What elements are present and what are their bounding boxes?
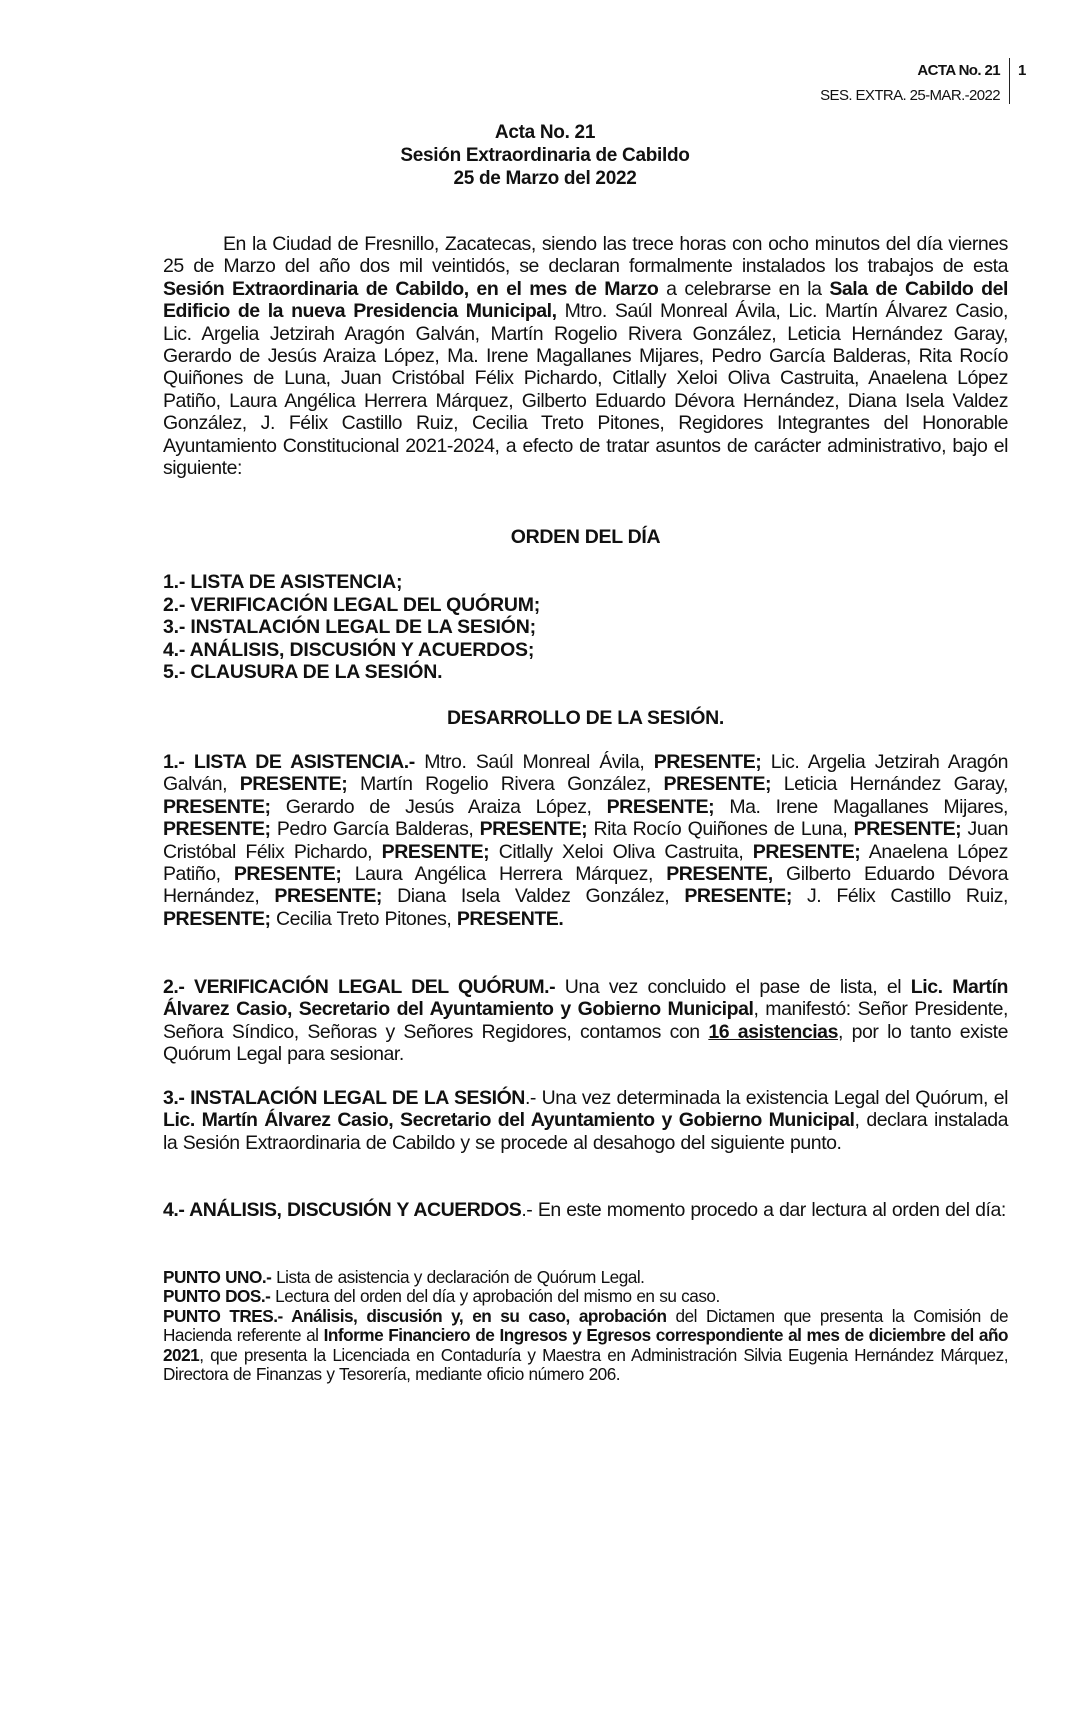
text: Rita Rocío Quiñones de Luna, [587,818,854,841]
bold-text: Lic. Martín Álvarez Casio, Secretario del Ayuntamiento y Gobierno Municipal [163,1109,855,1132]
text: En la Ciudad de Fresnillo, Zacatecas, siendo las trece horas con ocho minutos del día viernes 25 de Marzo del año dos mil veintidós, se declaran formalmente instalados los trabajos de esta [163,233,1008,278]
text: Mtro. Saúl Monreal Ávila, [414,751,654,773]
text: , que presenta la Licenciada en Contaduría y Maestra en Administración Silvia Eugenia Hernández Márquez, Directora de Finanzas y Tesorería, mediante oficio número 206. [163,1344,1008,1385]
text: Pedro García Balderas, [270,818,480,841]
orden-heading: ORDEN DEL DÍA [510,526,661,548]
text: Una vez concluido el pase de lista, el [555,976,911,998]
bold-text: PRESENTE; [163,818,271,841]
text: Lista de asistencia y declaración de Quórum Legal. [271,1267,645,1287]
intro-paragraph [163,233,1008,479]
bold-text: PRESENTE. [456,907,564,930]
bold-text: 1.- LISTA DE ASISTENCIA.- [163,751,415,773]
bold-text: PRESENTE; [752,840,861,863]
punto3-paragraph [163,1087,1008,1154]
bold-text: PRESENTE; [653,751,762,773]
bold-text: PRESENTE; [663,773,772,796]
bold-text: PRESENTE; [479,818,588,841]
puntos-orden [163,1268,1008,1384]
bold-text: 2.- VERIFICACIÓN LEGAL DEL QUÓRUM.- [163,976,556,998]
punto4-paragraph [163,1199,1008,1221]
bold-text: PRESENTE; [163,907,271,930]
bold-text: PUNTO TRES.- Análisis, discusión y, en su caso, aprobación [163,1305,667,1326]
text: J. Félix Castillo Ruiz, [791,885,1009,908]
punto-dos [163,1287,1008,1306]
text: .- En este momento procedo a dar lectura al orden del día: [521,1199,1006,1221]
text: Diana Isela Valdez González, [381,885,685,908]
text: Gilberto Eduardo Dévora Hernández, [163,863,1008,908]
text: del Dictamen que presenta la Comisión de Hacienda referente al [163,1305,1008,1346]
bold-text: PRESENTE; [606,795,715,818]
orden-item: 2.- VERIFICACIÓN LEGAL DEL QUÓRUM; [163,593,541,616]
punto-uno [163,1268,1008,1287]
bold-text: PRESENTE; [853,818,962,841]
text: , manifestó: Señor Presidente, Señora Síndico, Señoras y Señores Regidores, contamos con [163,998,1008,1043]
orden-item: 3.- INSTALACIÓN LEGAL DE LA SESIÓN; [163,616,536,638]
page-number: 1 [1018,62,1027,79]
bold-text: 3.- INSTALACIÓN LEGAL DE LA SESIÓN [163,1087,525,1109]
bold-text: PRESENTE; [381,840,490,863]
text: , por lo tanto existe Quórum Legal para sesionar. [163,1020,1009,1066]
bold-text: PRESENTE; [684,885,792,908]
orden-item: 1.- LISTA DE ASISTENCIA; [163,571,403,593]
orden-item: 4.- ANÁLISIS, DISCUSIÓN Y ACUERDOS; [163,638,535,661]
desarrollo-heading: DESARROLLO DE LA SESIÓN. [446,707,725,729]
bold-text: PRESENTE; [239,773,348,796]
bold-text: Lic. Martín Álvarez Casio, Secretario del Ayuntamiento y Gobierno Municipal [163,976,1008,1021]
text: Juan Cristóbal Félix Pichardo, [163,818,1009,863]
bold-text: PRESENTE, [666,863,773,886]
text: Lic. Argelia Jetzirah Aragón Galván, [163,751,1008,796]
text: Cecilia Treto Pitones, [270,907,457,930]
punto2-paragraph [163,976,1008,1066]
bold-text: PRESENTE; [163,795,271,818]
header-divider [1009,58,1010,104]
bold-text: PUNTO UNO.- [163,1267,272,1287]
doc-date: 25 de Marzo del 2022 [453,168,637,189]
bold-text: 16 asistencias [708,1020,838,1043]
text: Anaelena López Patiño, [163,840,1008,886]
orden-item: 5.- CLAUSURA DE LA SESIÓN. [163,661,443,683]
underlined-text [708,1021,838,1043]
text: Citlally Xeloi Oliva Castruita, [489,840,753,863]
text: Gerardo de Jesús Araiza López, [270,795,607,818]
text: Ma. Irene Magallanes Mijares, [714,795,1008,818]
bold-text: PRESENTE; [274,885,382,908]
punto-tres [163,1307,1008,1385]
bold-text: PRESENTE; [233,863,342,886]
doc-title: Acta No. 21 [494,122,596,143]
text: , declara instalada la Sesión Extraordinaria de Cabildo y se procede al desahogo del siguiente punto. [163,1109,1009,1154]
bold-text: Sala de Cabildo del Edificio de la nueva Presidencia Municipal, [163,277,1008,323]
header-acta-number: ACTA No. 21 [917,62,1000,79]
text: Leticia Hernández Garay, [771,773,1008,796]
bold-text: PUNTO DOS.- [163,1286,271,1307]
text: Lectura del orden del día y aprobación del mismo en su caso. [270,1286,720,1307]
bold-text: Sesión Extraordinaria de Cabildo, en el mes de Marzo [163,277,659,300]
header-session-date: SES. EXTRA. 25-MAR.-2022 [820,87,1000,104]
text: Martín Rogelio Rivera González, [347,773,664,796]
text: a celebrarse en la [658,277,830,300]
text: Mtro. Saúl Monreal Ávila, Lic. Martín Álvarez Casio, Lic. Argelia Jetzirah Aragón Galván, Martín Rogelio Rivera González, Leticia Hernández Garay, Gerardo de Jesús Araiza López, Ma. Irene Magallanes Mijares, Pedro García Balderas, Rita Rocío Quiñones de Luna, Juan Cristóbal Félix Pichardo, Citlally Xeloi Oliva Castruita, Anaelena López Patiño, Laura Angélica Herrera Márquez, Gilberto Eduardo Dévora Hernández, Diana Isela Valdez González, J. Félix Castillo Ruiz, Cecilia Treto Pitones, Regidores Integrantes del Honorable Ayuntamiento Constitucional 2021-2024, a efecto de tratar asuntos de carácter administrativo, bajo el siguiente: [163,300,1008,480]
bold-text: Informe Financiero de Ingresos y Egresos correspondiente al mes de diciembre del año 2021 [163,1325,1008,1365]
text: .- Una vez determinada la existencia Legal del Quórum, el [524,1087,1008,1109]
bold-text: 4.- ANÁLISIS, DISCUSIÓN Y ACUERDOS [163,1199,522,1221]
punto1-paragraph [163,751,1008,930]
orden-list [163,571,540,684]
text: Laura Angélica Herrera Márquez, [341,863,667,886]
doc-subtitle: Sesión Extraordinaria de Cabildo [400,145,690,166]
